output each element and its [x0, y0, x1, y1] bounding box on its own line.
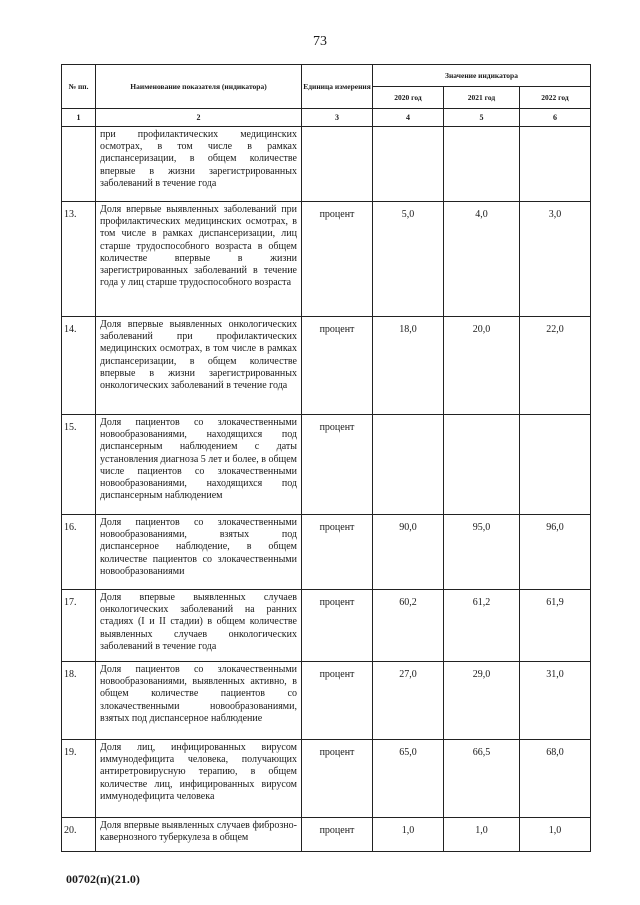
value-2020: [373, 127, 444, 202]
unit-cell: [302, 127, 373, 202]
document-code: 00702(п)(21.0): [66, 872, 140, 886]
value-2022: 31,0: [520, 662, 591, 740]
unit-cell: процент: [302, 515, 373, 590]
unit-cell: процент: [302, 415, 373, 515]
value-2020: 1,0: [373, 818, 444, 852]
header-unit: Единица измерения: [302, 65, 373, 109]
indicator-name: Доля впервые выявленных случаев фиброзно-кавернозного туберкулеза в общем: [96, 818, 302, 852]
indicator-name: Доля пациентов со злокачественными новообразованиями, взятых под диспансерное наблюдение, в общем количестве пациентов со злокачественными новообразованиями: [96, 515, 302, 590]
row-number: 19.: [62, 740, 96, 818]
value-2020: 5,0: [373, 202, 444, 317]
indicator-name: при профилактических медицинских осмотрах, в том числе в рамках диспансеризации, в общем количестве впервые в жизни зарегистрированных заболеваний в течение года: [96, 127, 302, 202]
unit-cell: процент: [302, 818, 373, 852]
value-2021: 20,0: [444, 317, 520, 415]
indicator-name: Доля впервые выявленных онкологических заболеваний при профилактических медицинских осмотрах, в том числе в рамках диспансеризации, в общем количестве впервые в жизни зарегистрированных онкологических заболеваний в течение года: [96, 317, 302, 415]
header-value-group: Значение индикатора: [373, 65, 591, 87]
column-number-5: 5: [444, 109, 520, 127]
table-row: [62, 202, 591, 317]
value-2020: 90,0: [373, 515, 444, 590]
value-2022: 96,0: [520, 515, 591, 590]
value-2020: 60,2: [373, 590, 444, 662]
value-2022: 1,0: [520, 818, 591, 852]
page-number: 73: [313, 34, 327, 49]
table-row: [62, 317, 591, 415]
table-row: [62, 740, 591, 818]
unit-cell: процент: [302, 317, 373, 415]
indicators-table: [61, 64, 591, 852]
indicator-name: Доля впервые выявленных случаев онкологических заболеваний на ранних стадиях (I и II стадии) в общем количестве выявленных случаев онкологических заболеваний в течение года: [96, 590, 302, 662]
unit-cell: процент: [302, 590, 373, 662]
table-row: [62, 127, 591, 202]
row-number: 13.: [62, 202, 96, 317]
value-2021: 66,5: [444, 740, 520, 818]
value-2021: [444, 415, 520, 515]
indicator-name: Доля пациентов со злокачественными новообразованиями, находящихся под диспансерным наблюдением с даты установления диагноза 5 лет и более, в общем числе пациентов со злокачественными новообразованиями, находящихся под диспансерным наблюдением: [96, 415, 302, 515]
header-num: № пп.: [62, 65, 96, 109]
value-2022: 61,9: [520, 590, 591, 662]
value-2022: 3,0: [520, 202, 591, 317]
value-2021: 29,0: [444, 662, 520, 740]
row-number: 17.: [62, 590, 96, 662]
value-2022: 68,0: [520, 740, 591, 818]
row-number: 15.: [62, 415, 96, 515]
header-name: Наименование показателя (индикатора): [96, 65, 302, 109]
value-2021: 95,0: [444, 515, 520, 590]
row-number: [62, 127, 96, 202]
row-number: 18.: [62, 662, 96, 740]
table-row: [62, 662, 591, 740]
value-2021: [444, 127, 520, 202]
value-2020: 18,0: [373, 317, 444, 415]
value-2021: 4,0: [444, 202, 520, 317]
indicator-name: Доля пациентов со злокачественными новообразованиями, выявленных активно, в общем количестве пациентов со злокачественными новообразованиями, взятых под диспансерное наблюдение: [96, 662, 302, 740]
value-2021: 1,0: [444, 818, 520, 852]
value-2020: 65,0: [373, 740, 444, 818]
row-number: 14.: [62, 317, 96, 415]
indicator-name: Доля впервые выявленных заболеваний при профилактических медицинских осмотрах, в том числе в рамках диспансеризации, лиц старше трудоспособного возраста в общем количестве впервые в жизни зарегистрированных заболеваний в течение года у лиц старше трудоспособного возраста: [96, 202, 302, 317]
header-year-2020: 2020 год: [373, 87, 444, 109]
value-2021: 61,2: [444, 590, 520, 662]
column-number-2: 2: [96, 109, 302, 127]
value-2022: [520, 415, 591, 515]
header-year-2021: 2021 год: [444, 87, 520, 109]
header-year-2022: 2022 год: [520, 87, 591, 109]
value-2020: [373, 415, 444, 515]
column-number-1: 1: [62, 109, 96, 127]
row-number: 16.: [62, 515, 96, 590]
unit-cell: процент: [302, 740, 373, 818]
table-row: [62, 415, 591, 515]
column-number-3: 3: [302, 109, 373, 127]
column-number-6: 6: [520, 109, 591, 127]
indicator-name: Доля лиц, инфицированных вирусом иммунодефицита человека, получающих антиретровирусную терапию, в общем количестве лиц, инфицированных вирусом иммунодефицита человека: [96, 740, 302, 818]
unit-cell: процент: [302, 202, 373, 317]
value-2022: 22,0: [520, 317, 591, 415]
column-number-4: 4: [373, 109, 444, 127]
table-row: [62, 515, 591, 590]
value-2020: 27,0: [373, 662, 444, 740]
row-number: 20.: [62, 818, 96, 852]
unit-cell: процент: [302, 662, 373, 740]
table-row: [62, 818, 591, 852]
value-2022: [520, 127, 591, 202]
table-row: [62, 590, 591, 662]
